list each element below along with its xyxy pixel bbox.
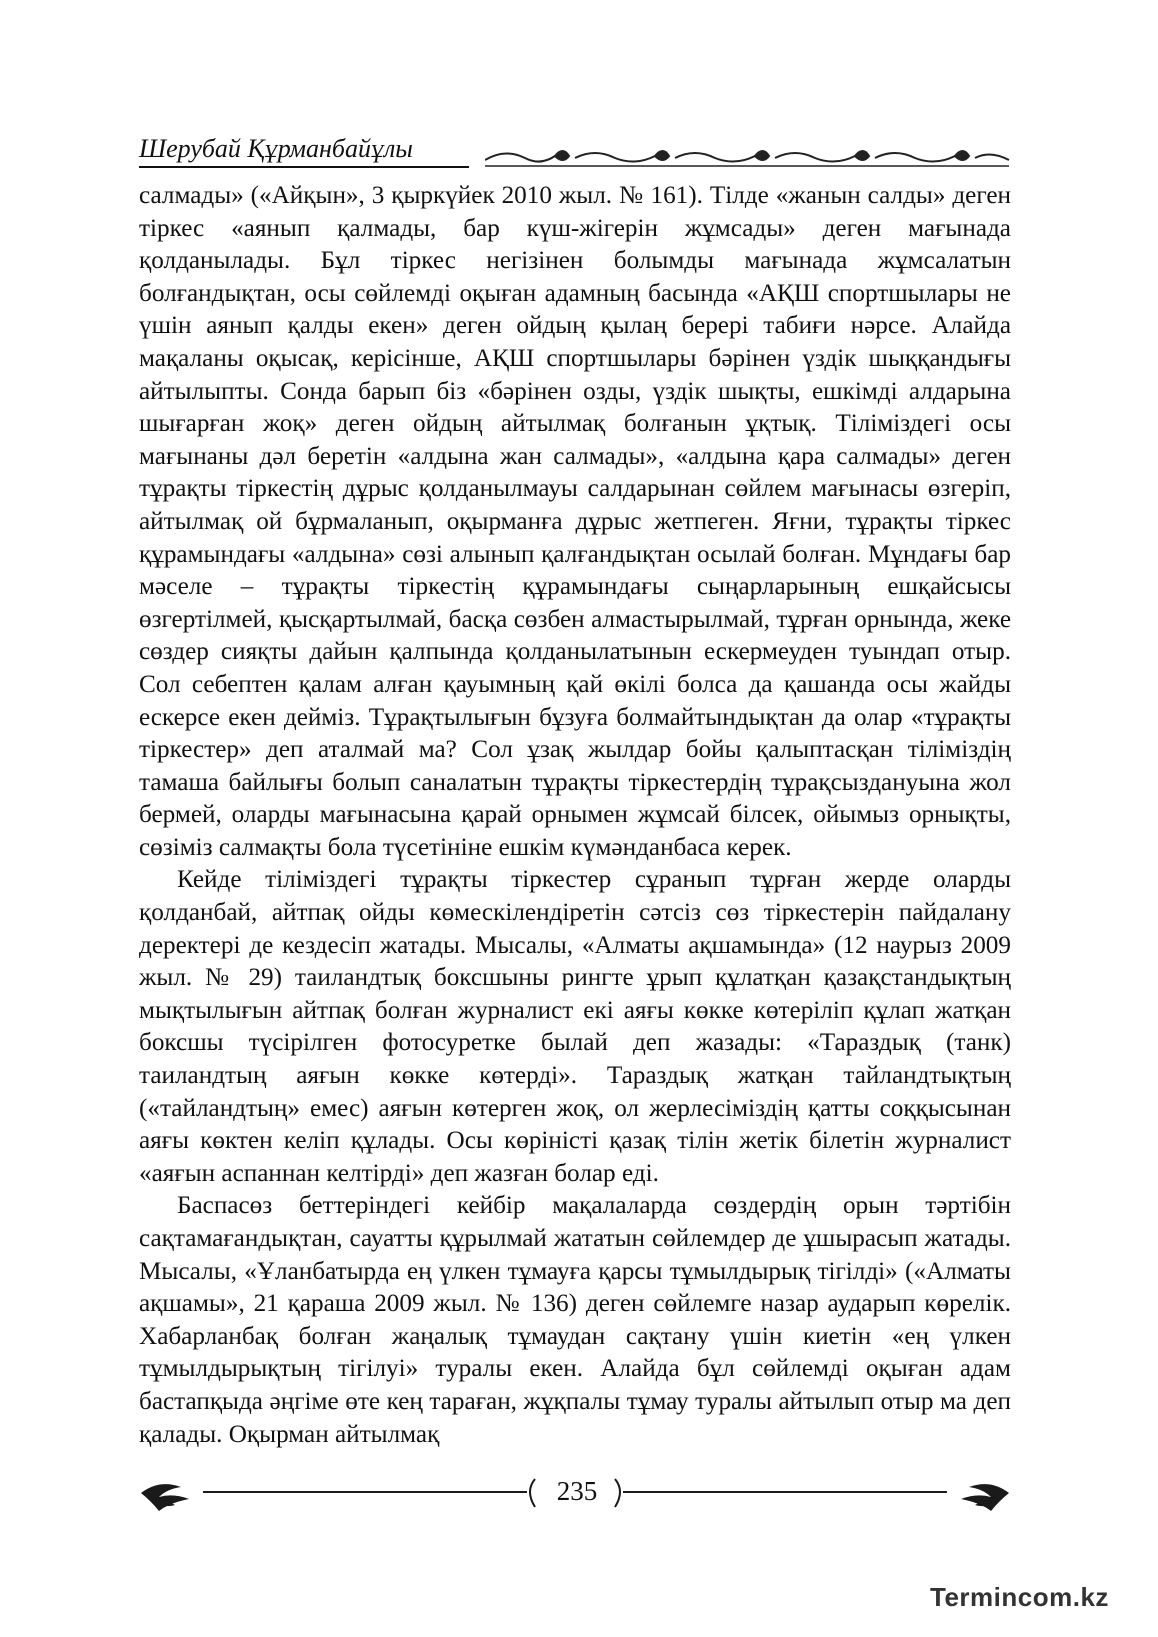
paragraph-1: салмады» («Айқын», 3 қыркүйек 2010 жыл. № 161). Тілде «жанын салды» деген тіркес «аянып қалмады, бар күш-жігерін жұмсады» деген мағынада қолданылады. Бұл тіркес негізінен болымды мағынада жұмсалатын болғандықтан, осы сөйлемді оқыған адамның басында «АҚШ спортшылары не үшін аянып қалды екен» деген ойдың қылаң берері табиғи нәрсе. Алайда мақаланы оқысақ, керісінше, АҚШ спортшылары бәрінен үздік шыққандығы айтылыпты. Сонда барып біз «бәрінен озды, үздік шықты, ешкімді алдарына шығарған жоқ» деген ойдың айтылмақ болғанын ұқтық. Тіліміздегі осы мағынаны дәл беретін «алдына жан салмады», «алдына қара салмады» деген тұрақты тіркестің дұрыс қолданылмауы салдарынан сөйлем мағынасы өзгеріп, айтылмақ ой бұрмаланып, оқырманға дұрыс жетпеген. Яғни, тұрақты тіркес құрамындағы «алдына» сөзі алынып қалғандықтан осылай болған. Мұндағы бар мәселе – тұрақты тіркестің құрамындағы сыңарларының ешқайсысы өзгертілмей, қысқартылмай, басқа сөзбен алмастырылмай, тұрған орнында, жеке сөздер сияқты дайын қалпында қолданылатынын ескермеуден туындап отыр. Сол себептен қалам алған қауымның қай өкілі болса да қашанда осы жайды ескерсе екен дейміз. Тұрақтылығын бұзуға болмайтындықтан да олар «тұрақты тіркестер» деп аталмай ма? Сол ұзақ жылдар бойы қалыптасқан тіліміздің тамаша байлығы болып саналатын тұрақты тіркестердің тұрақсыздануына жол бермей, оларды мағынасына қарай орнымен жұмсай білсек, ойымыз орнықты, сөзіміз салмақты бола түсетініне ешкім күмәнданбаса керек. xyxy=(139,182,1011,861)
header-rule xyxy=(139,166,469,168)
body-text xyxy=(139,180,1011,1451)
author-name: Шерубай Құрманбайұлы xyxy=(139,134,413,163)
running-header xyxy=(139,132,1011,172)
watermark-text: Termincom.kz xyxy=(930,1582,1109,1612)
paragraph-2: Кейде тіліміздегі тұрақты тіркестер сұранып тұрған жерде оларды қолданбай, айтпақ ойды көмескілендіретін сәтсіз сөз тіркестерін пайдалану деректері де кездесіп жатады. Мысалы, «Алматы ақшамында» (12 наурыз 2009 жыл. № 29) таиландтық боксшыны рингте ұрып құлатқан қазақстандықтың мықтылығын айтпақ болған журналист екі аяғы көкке көтеріліп құлап жатқан боксшы түсірілген фотосуретке былай деп жазады: «Тараздық (танк) таиландтың аяғын көкке көтерді». Тараздық жатқан тайландтықтың («тайландтың» емес) аяғын көтерген жоқ, ол жерлесіміздің қатты соққысынан аяғы көктен келіп құлады. Осы көріністі қазақ тілін жетік білетін журналист «аяғын аспаннан келтірді» деп жазған болар еді. xyxy=(139,866,1011,1187)
site-watermark xyxy=(930,1582,1140,1622)
page-number: 235 xyxy=(541,1473,613,1509)
header-ornament-icon xyxy=(485,144,1011,170)
page-footer xyxy=(139,1471,1011,1517)
paragraph-3: Баспасөз беттеріндегі кейбір мақалаларда сөздердің орын тәртібін сақтамағандықтан, сауатты құрылмай жататын сөйлемдер де ұшырасып жатады. Мысалы, «Ұланбатырда ең үлкен тұмауға қарсы тұмылдырық тігілді» («Алматы ақшамы», 21 қараша 2009 жыл. № 136) деген сөйлемге назар аударып көрелік. Хабарланбақ болған жаңалық тұмаудан сақтану үшін киетін «ең үлкен тұмылдырықтың тігілуі» туралы екен. Алайда бұл сөйлемді оқыған адам бастапқыда әңгіме өте кең тараған, жұқпалы тұмау туралы айтылып отыр ма деп қалады. Оқырман айтылмақ xyxy=(139,1192,1011,1448)
